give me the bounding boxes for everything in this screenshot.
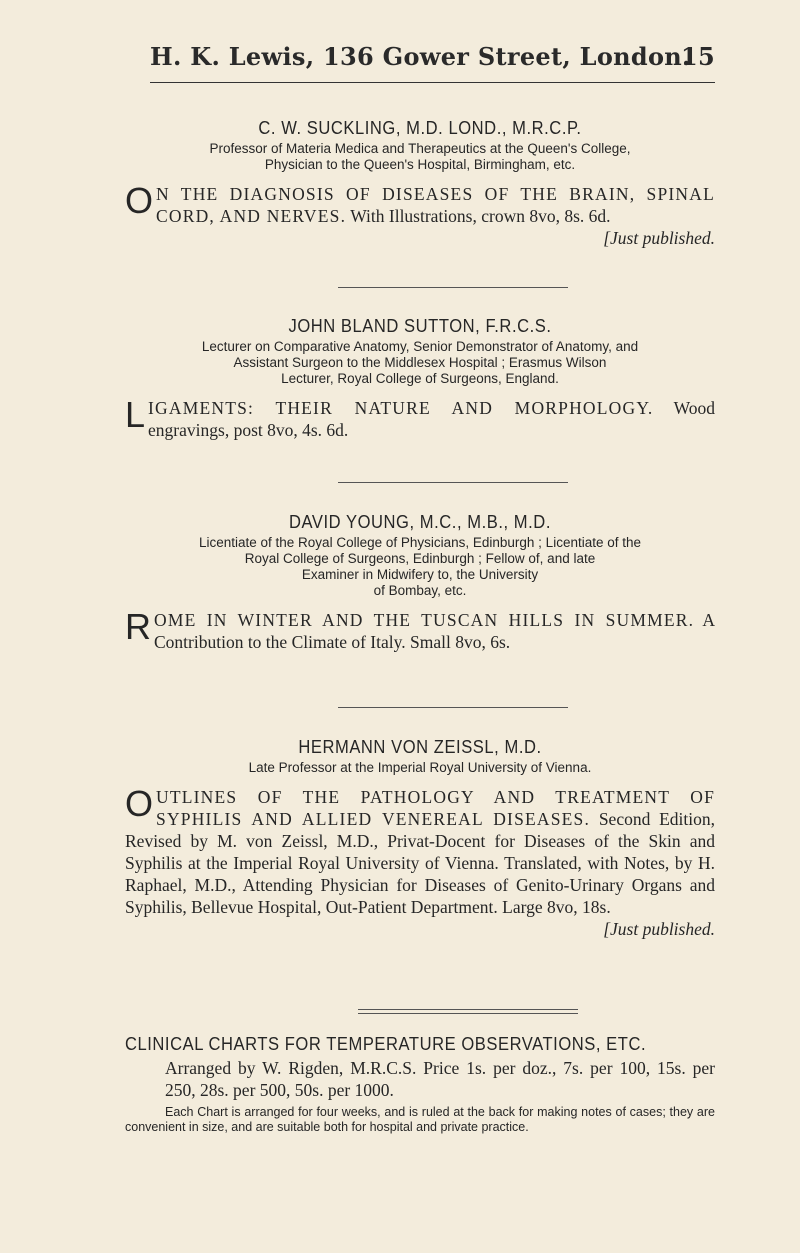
author-name: DAVID YOUNG, M.C., M.B., M.D.: [289, 512, 551, 532]
credential-line: Examiner in Midwifery to, the University: [301, 567, 539, 582]
book-description: Wood engravings, post 8vo, 4s. 6d.: [148, 398, 715, 440]
author-name: JOHN BLAND SUTTON, F.R.C.S.: [288, 316, 552, 336]
title-text: IGAMENTS: THEIR NATURE AND MORPHOLOGY.: [148, 398, 654, 418]
credential-line: Royal College of Surgeons, Edinburgh ; Fellow of, and late: [244, 551, 596, 566]
separator-rule: [338, 707, 568, 708]
entry-suckling: [125, 118, 715, 249]
credential-line: of Bombay, etc.: [373, 583, 467, 598]
author-credentials: [125, 339, 715, 387]
book-title: [125, 606, 715, 653]
author-name: HERMANN VON ZEISSL, M.D.: [298, 737, 542, 757]
credential-line: Lecturer, Royal College of Surgeons, England.: [281, 371, 559, 386]
header-rule: [150, 82, 715, 83]
double-separator-rule: [358, 1009, 578, 1014]
title-text: UTLINES OF THE PATHOLOGY AND TREATMENT OF SYPHILIS AND ALLIED VENEREAL DISEASES.: [156, 787, 715, 829]
book-title: [125, 394, 715, 441]
author-credentials: [125, 535, 715, 599]
title-text: N THE DIAGNOSIS OF DISEASES OF THE BRAIN, SPINAL CORD, AND NERVES.: [156, 184, 715, 226]
credential-line: Professor of Materia Medica and Therapeutics at the Queen's College,: [209, 141, 631, 156]
book-title: [125, 783, 716, 940]
author-credentials: [125, 141, 715, 173]
credential-line: Licentiate of the Royal College of Physicians, Edinburgh ; Licentiate of the: [198, 535, 642, 550]
drop-cap: L: [125, 394, 146, 435]
author-credentials: [125, 760, 715, 776]
publication-note: [Just published.: [603, 228, 715, 248]
drop-cap: R: [125, 606, 151, 647]
publication-note: [Just published.: [603, 919, 715, 939]
book-description: Second Edition, Revised by M. von Zeissl, M.D., Privat-Docent for Diseases of the Skin and Syphilis at the Imperial Royal University of Vienna. Translated, with Notes, by H. Raphael, M.D., Attending Physician for Diseases of Genito-Urinary Organs and Syphilis, Bellevue Hospital, Out-Patient Department. Large 8vo, 18s.: [125, 809, 716, 917]
credential-line: Physician to the Queen's Hospital, Birmingham, etc.: [264, 157, 576, 172]
book-description: A Contribution to the Climate of Italy. Small 8vo, 6s.: [154, 610, 715, 652]
title-text: OME IN WINTER AND THE TUSCAN HILLS IN SUMMER.: [154, 610, 695, 630]
separator-rule: [338, 482, 568, 483]
credential-line: Lecturer on Comparative Anatomy, Senior Demonstrator of Anatomy, and: [201, 339, 639, 354]
drop-cap: O: [125, 783, 154, 824]
charts-title: CLINICAL CHARTS FOR TEMPERATURE OBSERVATIONS, ETC.: [125, 1034, 647, 1054]
running-head-text: H. K. Lewis, 136 Gower Street, London.: [150, 42, 691, 71]
book-title: [125, 180, 715, 249]
running-head: [150, 42, 715, 71]
drop-cap: O: [125, 180, 154, 221]
credential-line: Assistant Surgeon to the Middlesex Hospital ; Erasmus Wilson: [233, 355, 607, 370]
entry-clinical-charts: [125, 1034, 715, 1135]
separator-rule: [338, 287, 568, 288]
entry-sutton: [125, 316, 715, 441]
entry-young: [125, 512, 715, 653]
entry-zeissl: [125, 737, 715, 940]
charts-note: Each Chart is arranged for four weeks, and is ruled at the back for making notes of cases; they are convenient in size, and are suitable both for hospital and private practice.: [125, 1105, 715, 1134]
author-name: C. W. SUCKLING, M.D. LOND., M.R.C.P.: [258, 118, 582, 138]
book-description: With Illustrations, crown 8vo, 8s. 6d.: [350, 206, 611, 226]
charts-price-line: Arranged by W. Rigden, M.R.C.S. Price 1s. per doz., 7s. per 100, 15s. per 250, 28s. per 500, 50s. per 1000.: [165, 1058, 715, 1100]
page-number: 15: [681, 42, 715, 71]
credential-line: Late Professor at the Imperial Royal University of Vienna.: [248, 760, 592, 775]
